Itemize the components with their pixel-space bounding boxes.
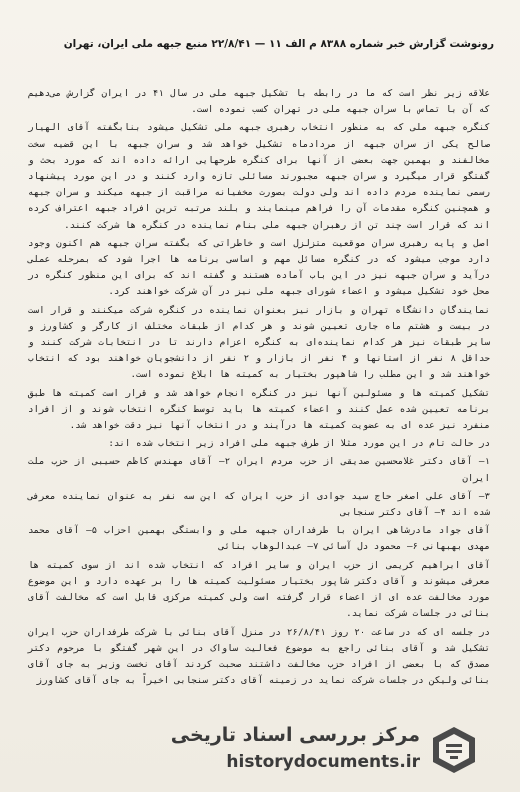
document-header: رونوشت گزارش خبر شماره ۸۳۸۸ م الف ۱۱ — ۲۲/۸/۴۱ منبع جبهه ملی ایران، تهران — [63, 38, 494, 50]
paragraph-3: اصل و پایه رهبری سران موقعیت متزلزل است و خاطراتی که بگفته سران جبهه هم اکنون وجود دارد موجب میشود که در کنگره مسائل مهم و اساسی برنامه ها اجرا شود که بمرحله عملی درآید و سران جبهه نیز در این باب آماده هستند و گفته اند که برای این منظور کنگره در محل خود تشکیل میشود و اعضاء شورای جبهه ملی نیز در آن شرکت خواهند کرد. — [28, 237, 490, 298]
paragraph-2: کنگره جبهه ملی که به منظور انتخاب رهبری جبهه ملی تشکیل میشود بنابگفته آقای الهیار صالح یکی از سران جبهه از مردادماه تشکیل خواهد شد و سران جبهه با این قضیه سخت مخالفند و بهمین جهت بعضی از آنها برای کنگره طرحهایی ارائه داده اند که مورد بحث و گفتگو قرار میگیرد و سران جبهه مجبورند مسائلی تازه وارد کنند و در این مورد پیشنهاد رسمی نماینده مردم داده اند ولی دولت بصورت مخفیانه مراقبت از جبهه میکند و سران جبهه و همچنین کنگره مقدمات آن را فراهم مینمایند و بلند مرتبه ترین افراد جبهه اعتراف کرده اند که قرار است چند تن از رهبران جبهه ملی بنام نماینده در کنگره ها شرکت کنند. — [28, 122, 490, 231]
document-body — [28, 86, 490, 691]
archive-title: مرکز بررسی اسناد تاریخی — [170, 724, 420, 746]
paragraph-4: نمایندگان دانشگاه تهران و بازار نیز بعنوان نماینده در کنگره شرکت میکنند و قرار است در بیست و هشتم ماه جاری تعیین شوند و هر کدام از طبقات مختلف از کارگر و کشاورز و سایر طبقات نیز هر کدام نماینده‌ای به کنگره اعزام دارند تا در انتخابات شرکت کنند و حداقل ۸ نفر از استانها و ۴ نفر از بازار و ۲ نفر از دانشجویان خواهند بود که انتخاب خواهند شد و این مطلب را شاهپور بختیار به کمیته ها ابلاغ نموده است. — [28, 304, 490, 381]
archive-url[interactable]: historydocuments.ir — [226, 752, 420, 772]
archive-watermark — [170, 718, 480, 780]
archive-logo-icon — [428, 724, 480, 776]
list-item-2: ۳— آقای علی اصغر حاج سید جوادی از حزب ایران که این سه نفر به عنوان نماینده معرفی شده اند ۴— آقای دکتر سنجابی — [28, 490, 490, 519]
paragraph-5: تشکیل کمیته ها و مسئولین آنها نیز در کنگره انجام خواهد شد و قرار است کمیته ها طبق برنامه تعیین شده عمل کنند و اعضاء کمیته ها باید توسط کنگره انتخاب شوند و از افراد منفرد نیز عده ای به عضویت کمیته ها درآیند و در انتخاب آنها نیز دقت خواهد شد. — [28, 387, 490, 432]
closing-paragraph: در جلسه ای که در ساعت ۲۰ روز ۲۶/۸/۴۱ در منزل آقای بنائی با شرکت طرفداران حزب ایران تشکیل شد و آقای بنائی راجع به موضوع فعالیت ساواک در این شهر گفتگو با مرحوم دکتر مصدق که با بعضی از افراد حزب مخالفت داشتند صحبت کردند آقای نخست وزیر به جای آقای بنائی ولیکن در جلسات شرکت نماید در زمینه آقای دکتر سنجابی اخیراً به جای آقای کشاورز — [28, 626, 490, 687]
paragraph-6: در حالت تام در این مورد مثلا از طرف جبهه ملی افراد زیر انتخاب شده اند: — [108, 438, 490, 450]
list-item-3: آقای جواد مادرشاهی ایران با طرفداران جبهه ملی و وابستگی بهمین احزاب ۵— آقای محمد مهدی بهبهانی ۶— محمود دل آسائی ۷— عبدالوهاب بنائی — [28, 525, 490, 553]
paragraph-1: علاقه زیر نظر است که ما در رابطه با تشکیل جبهه ملی در سال ۴۱ در ایران گزارش می‌دهیم که آن با تماس با سران جبهه ملی در تهران کسب نموده است. — [28, 88, 490, 116]
list-item-1: ۱— آقای دکتر غلامحسین صدیقی از حزب مردم ایران ۲— آقای مهندس کاظم حسیبی از حزب ملت ایران — [28, 456, 490, 484]
list-item-4: آقای ابراهیم کریمی از حزب ایران و سایر افراد که انتخاب شده اند از سوی کمیته ها معرفی میشوند و آقای دکتر شاپور بختیار مسئولیت کمیته ها را بر عهده دارد و این موضوع مورد مخالفت عده ای از اعضاء قرار گرفته است ولی کمیته مرکزی قابل است که مخالفت آقای بنائی در جلسات شرکت نماید. — [28, 559, 490, 620]
